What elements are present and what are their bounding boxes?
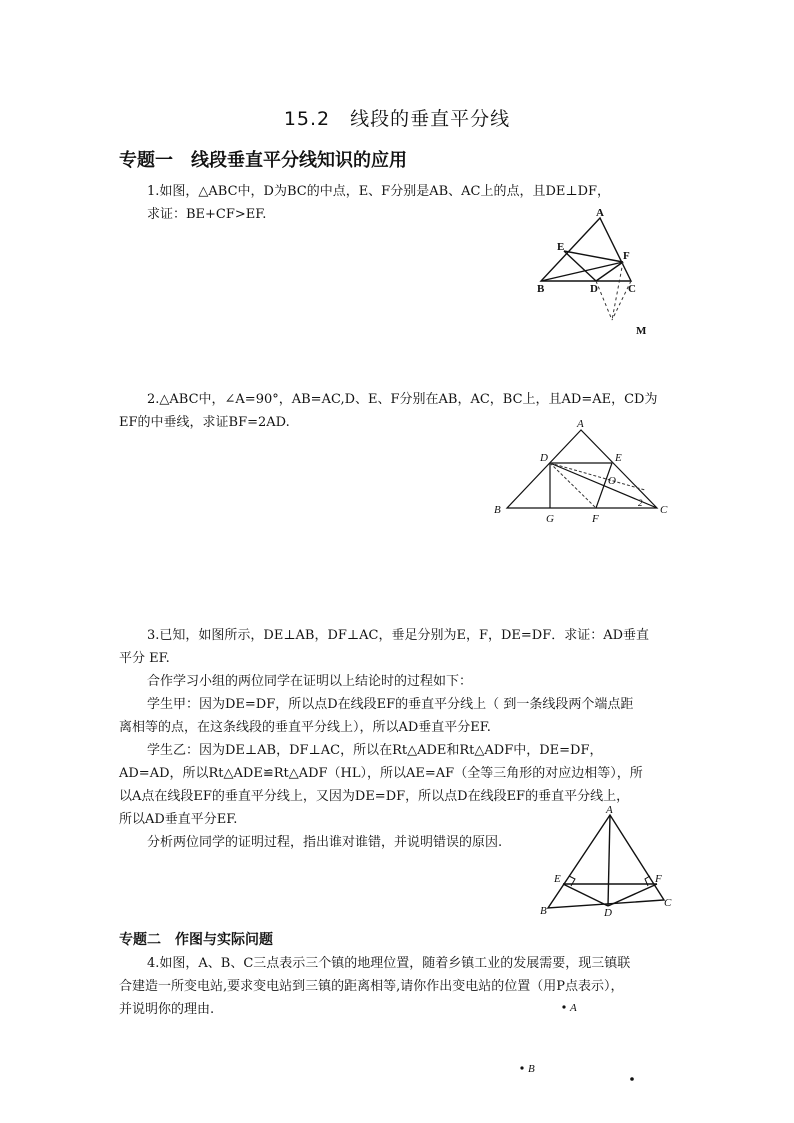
- q4-line-3: 并说明你的理由.: [119, 1002, 215, 1017]
- q1-label-a: A: [596, 207, 604, 219]
- q1-label-e: E: [557, 241, 565, 253]
- q3-line-8: 以A点在线段EF的垂直平分线上，又因为DE=DF，所以点D在线段EF的垂直平分线上，: [119, 789, 630, 804]
- q3-label-c: C: [664, 897, 672, 909]
- q3-label-e: E: [554, 873, 561, 885]
- q3-line-9: 所以AD垂直平分EF.: [119, 812, 238, 827]
- q4-line-2: 合建造一所变电站,要求变电站到三镇的距离相等,请你作出变电站的位置（用P点表示），: [119, 979, 624, 994]
- q1-label-c: C: [628, 283, 636, 295]
- q2-label-f: F: [592, 513, 599, 525]
- q2-label-d: D: [540, 452, 548, 464]
- q3-label-d: D: [604, 907, 612, 919]
- topic-2-heading: 专题二 作图与实际问题: [119, 932, 273, 948]
- q2-angle-label: 2: [638, 498, 643, 508]
- q1-label-d: D: [590, 283, 598, 295]
- q2-line-1: 2.△ABC中，∠A=90°，AB=AC,D、E、F分别在AB，AC，BC上，且AD=AE，CD为: [147, 392, 658, 407]
- q4-label-b: B: [528, 1063, 535, 1075]
- q4-point-c: [630, 1077, 634, 1081]
- q4-label-a: A: [570, 1002, 577, 1014]
- q3-line-2: 平分 EF.: [119, 651, 170, 666]
- q3-line-6: 学生乙：因为DE⊥AB，DF⊥AC，所以在Rt△ADE和Rt△ADF中，DE=DF，: [147, 743, 603, 758]
- q2-line-2: EF的中垂线，求证BF=2AD.: [119, 415, 290, 430]
- q3-line-4: 学生甲：因为DE=DF，所以点D在线段EF的垂直平分线上（ 到一条线段两个端点距: [147, 697, 634, 712]
- q4-point-a: [562, 1005, 565, 1008]
- q1-line-1: 1.如图，△ABC中，D为BC的中点，E、F分别是AB、AC上的点，且DE⊥DF，: [147, 184, 611, 199]
- q3-line-3: 合作学习小组的两位同学在证明以上结论时的过程如下：: [147, 674, 473, 689]
- q2-label-c: C: [660, 504, 668, 516]
- q2-label-b: B: [494, 504, 501, 516]
- q3-line-10: 分析两位同学的证明过程，指出谁对谁错，并说明错误的原因.: [147, 835, 503, 850]
- topic-1-heading: 专题一 线段垂直平分线知识的应用: [119, 150, 407, 171]
- q2-label-o: O: [608, 475, 616, 487]
- q1-label-m: M: [636, 325, 647, 337]
- page-title: 15.2 线段的垂直平分线: [283, 108, 511, 130]
- q3-label-f: F: [655, 873, 662, 885]
- q2-label-a: A: [577, 418, 584, 430]
- q2-label-g: G: [546, 513, 554, 525]
- q1-label-b: B: [537, 283, 545, 295]
- q1-line-2: 求证：BE+CF>EF.: [147, 207, 267, 222]
- q4-point-b: [520, 1066, 523, 1069]
- q4-line-1: 4.如图，A、B、C三点表示三个镇的地理位置，随着乡镇工业的发展需要，现三镇联: [147, 956, 631, 971]
- q3-line-7: AD=AD，所以Rt△ADE≌Rt△ADF（HL），所以AE=AF（全等三角形的对应边相等），所: [119, 766, 643, 781]
- q1-label-f: F: [623, 250, 630, 262]
- q3-label-a: A: [606, 804, 613, 816]
- q2-label-e: E: [615, 452, 622, 464]
- q3-label-b: B: [540, 905, 547, 917]
- q3-line-5: 离相等的点，在这条线段的垂直平分线上），所以AD垂直平分EF.: [119, 720, 491, 735]
- q3-line-1: 3.已知，如图所示，DE⊥AB，DF⊥AC，垂足分别为E，F，DE=DF．求证：AD垂直: [147, 628, 650, 643]
